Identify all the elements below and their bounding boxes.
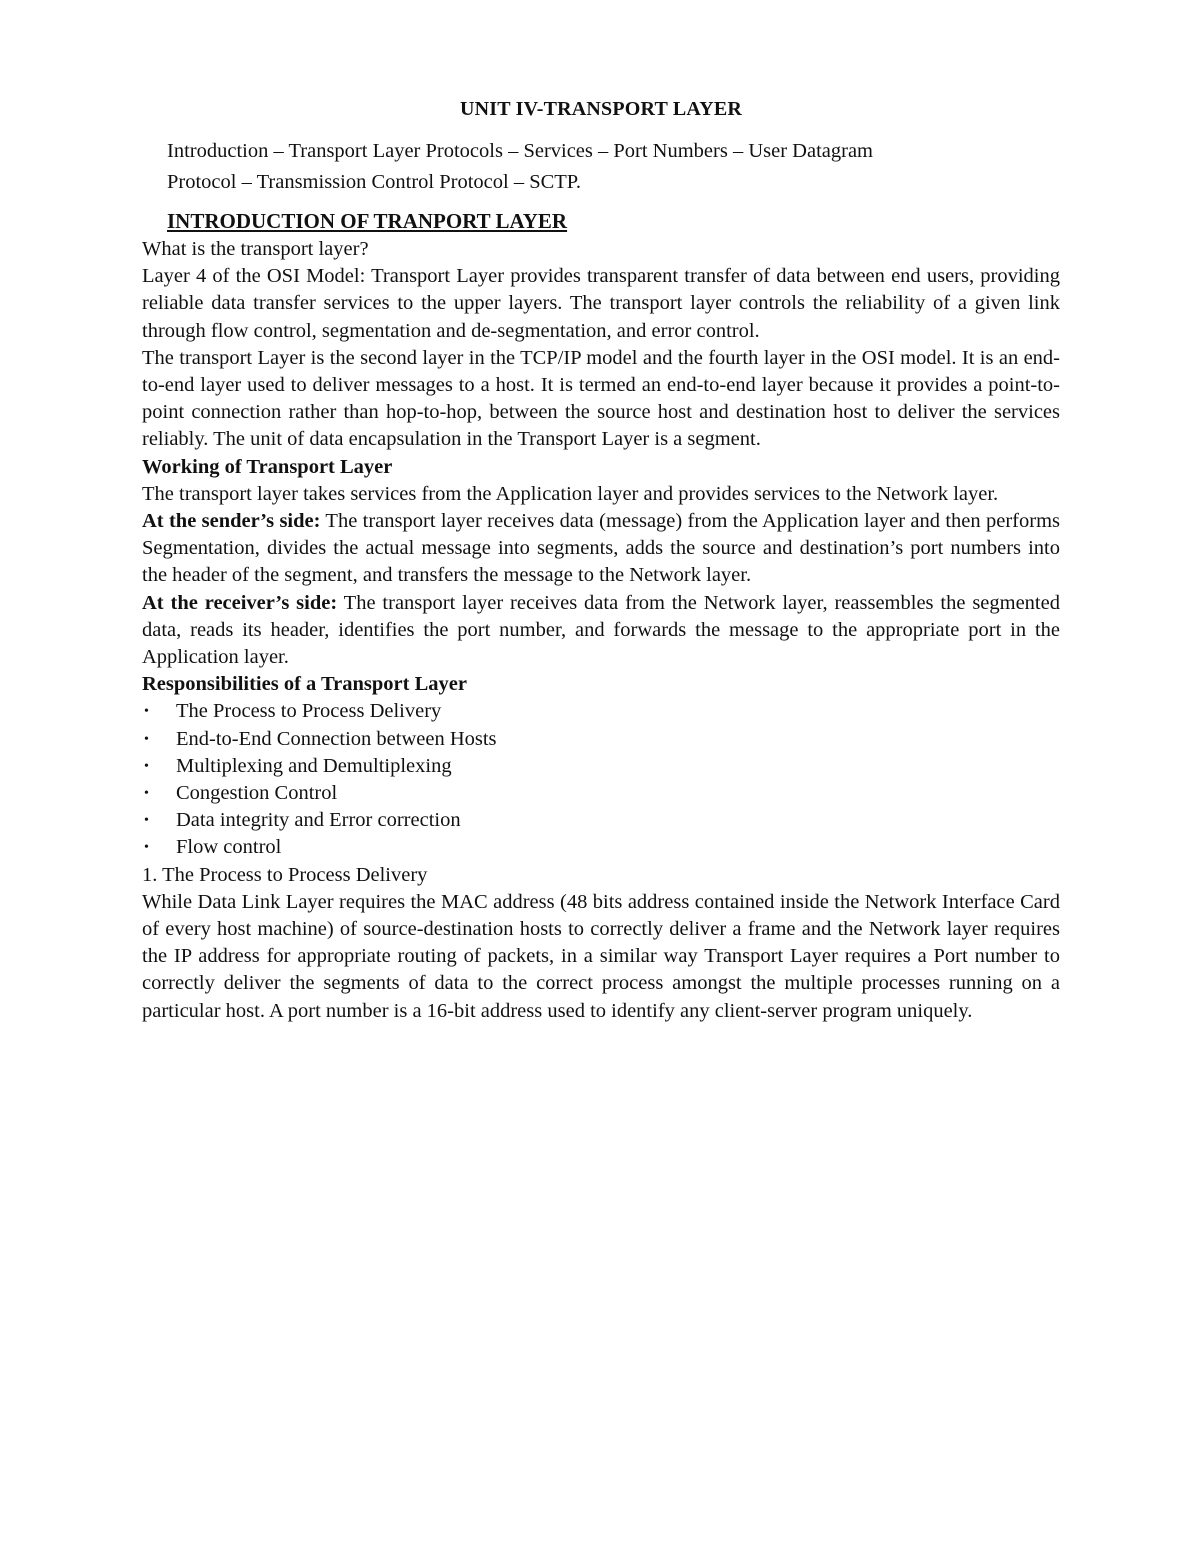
- bullet-icon: •: [144, 704, 149, 720]
- osi-paragraph: Layer 4 of the OSI Model: Transport Layer provides transparent transfer of data between end users, providing reliable data transfer services to the upper layers. The transport layer controls the reliability of a given link through flow control, segmentation and de-segmentation, and error control.: [142, 265, 1060, 342]
- bullet-icon: •: [144, 813, 149, 829]
- process-delivery-paragraph: While Data Link Layer requires the MAC address (48 bits address contained inside the Network Interface Card of every host machine) of source-destination hosts to correctly deliver a frame and the Network layer requires the IP address for appropriate routing of packets, in a similar way Transport Layer requires a Port number to correctly deliver the segments of data to the correct process amongst the multiple processes running on a particular host. A port number is a 16-bit address used to identify any client-server program uniquely.: [142, 890, 1060, 1022]
- working-paragraph: The transport layer takes services from the Application layer and provides services to the Network layer.: [142, 482, 999, 505]
- question-text: What is the transport layer?: [142, 238, 369, 260]
- bullet-icon: •: [144, 840, 149, 856]
- bullet-icon: •: [144, 786, 149, 802]
- bullet-icon: •: [144, 758, 149, 774]
- list-item-text: Flow control: [176, 836, 282, 859]
- list-item: [142, 753, 1060, 780]
- tcpip-paragraph: The transport Layer is the second layer in the TCP/IP model and the fourth layer in the OSI model. It is an end-to-end layer used to deliver messages to a host. It is termed an end-to-end layer because it provides a point-to-point connection rather than hop-to-hop, between the source host and destination host to deliver the services reliably. The unit of data encapsulation in the Transport Layer is a segment.: [142, 346, 1060, 451]
- bullet-icon: •: [144, 731, 149, 747]
- sender-paragraph: [142, 508, 1060, 590]
- list-item-text: Multiplexing and Demultiplexing: [176, 754, 452, 777]
- list-item-text: End-to-End Connection between Hosts: [176, 727, 497, 750]
- working-heading: Working of Transport Layer: [142, 455, 393, 478]
- list-item: [142, 698, 1060, 725]
- responsibilities-heading: Responsibilities of a Transport Layer: [142, 673, 467, 696]
- list-item: [142, 834, 1060, 861]
- document-page: [142, 96, 1060, 1025]
- document-title: UNIT IV-TRANSPORT LAYER: [459, 98, 743, 120]
- list-item-text: The Process to Process Delivery: [176, 700, 442, 723]
- introduction-heading: INTRODUCTION OF TRANPORT LAYER: [167, 209, 568, 233]
- list-item: [142, 780, 1060, 807]
- sender-label: At the sender’s side:: [142, 510, 321, 533]
- list-item-text: Congestion Control: [176, 782, 338, 805]
- list-item: [142, 726, 1060, 753]
- sender-text: The transport layer receives data (message) from the Application layer and then performs Segmentation, divides the actual message into segments, adds the source and destination’s port numbers into the header of the segment, and transfers the message to the Network layer.: [142, 510, 1060, 587]
- topics-list: [167, 136, 1060, 198]
- receiver-paragraph: [142, 590, 1060, 672]
- topics-line-2: Protocol – Transmission Control Protocol – SCTP.: [167, 171, 582, 193]
- list-item-text: Data integrity and Error correction: [176, 809, 461, 832]
- responsibilities-list: [142, 698, 1060, 861]
- process-delivery-heading: 1. The Process to Process Delivery: [142, 863, 428, 886]
- receiver-text: The transport layer receives data from the Network layer, reassembles the segmented data, reads its header, identifies the port number, and forwards the message to the appropriate port in the Application layer.: [142, 591, 1060, 669]
- list-item: [142, 807, 1060, 834]
- topics-line-1: Introduction – Transport Layer Protocols – Services – Port Numbers – User Datagram: [167, 140, 873, 162]
- receiver-label: At the receiver’s side:: [142, 591, 338, 614]
